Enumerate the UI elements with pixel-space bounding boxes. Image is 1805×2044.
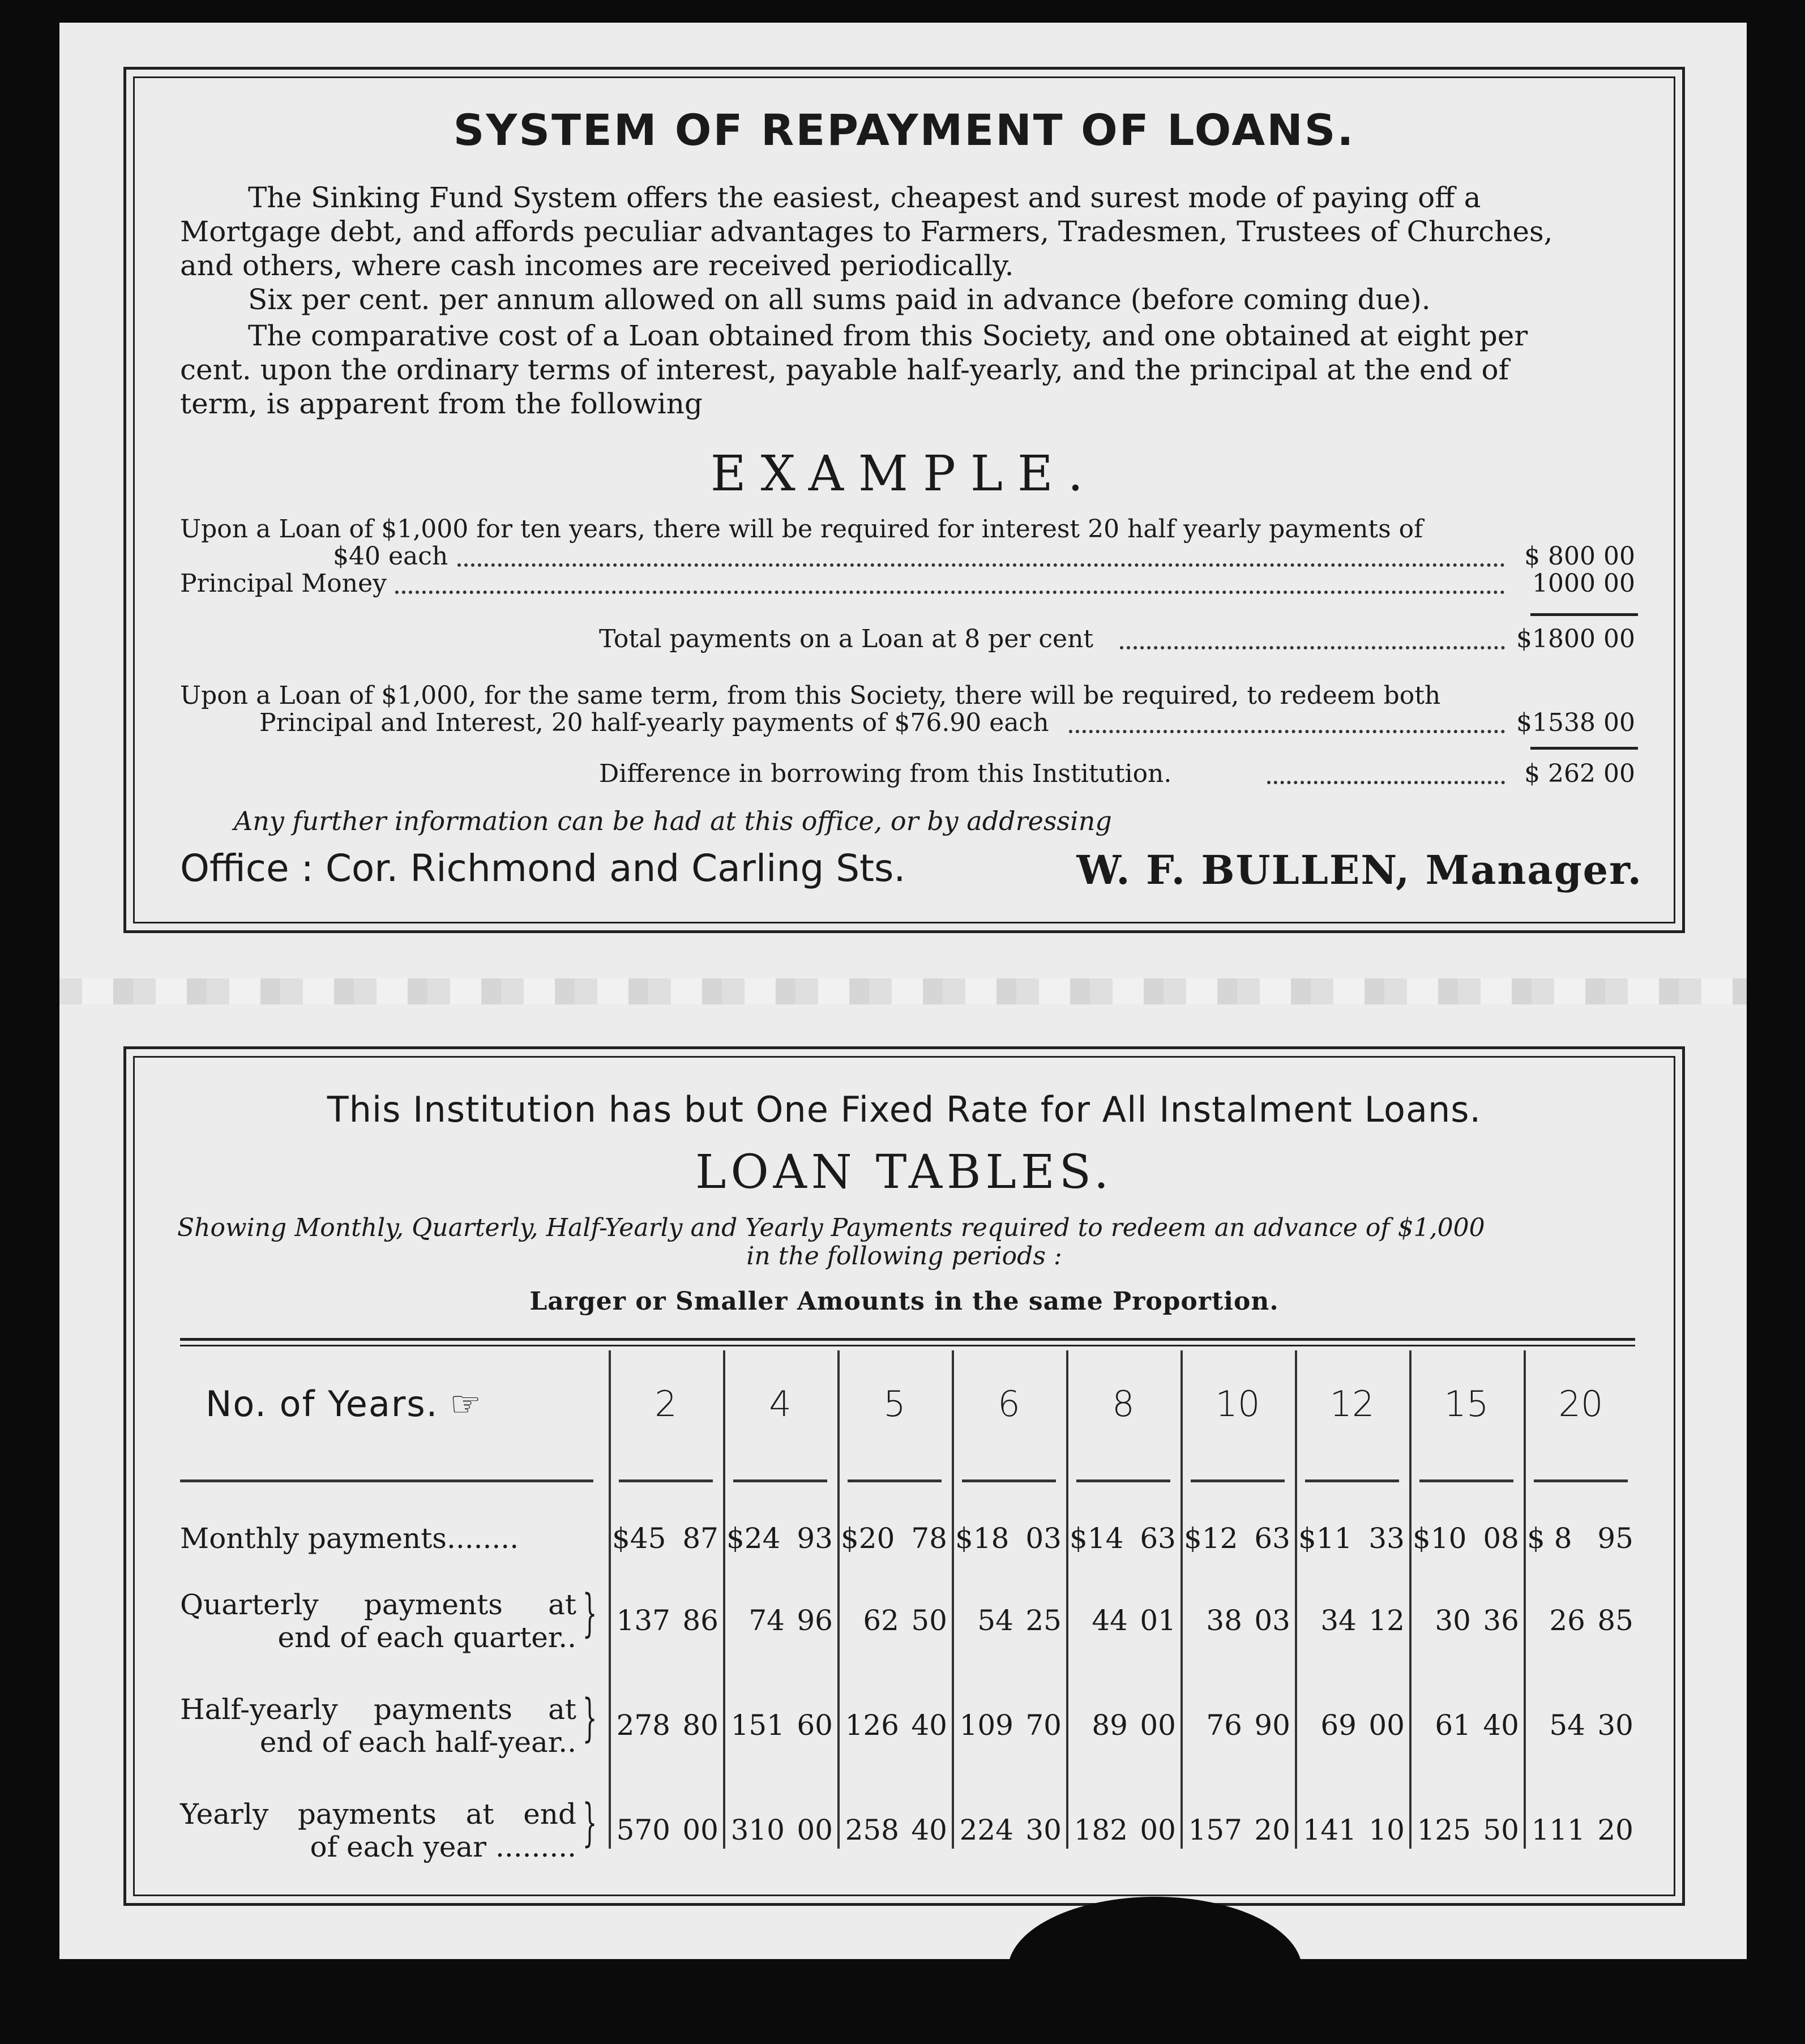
cell-dollars: 224 [959, 1814, 1013, 1846]
cell-dollars: 258 [845, 1814, 899, 1846]
interest-row: $40 each $ 800 00 [333, 542, 1635, 571]
cell-dollars: 151 [730, 1709, 785, 1742]
cell-dollars: $18 [955, 1522, 1010, 1555]
cell-cents: 03 [1025, 1522, 1062, 1555]
years-label: No. of Years. ☞ [206, 1383, 482, 1425]
year-underline [1534, 1479, 1628, 1482]
year-underline [1191, 1479, 1285, 1482]
cell-cents: 00 [1368, 1709, 1405, 1742]
pointing-hand-icon: ☞ [450, 1383, 482, 1425]
cell-cents: 20 [1597, 1814, 1633, 1846]
column-rule [837, 1350, 840, 1849]
cell-cents: 03 [1254, 1604, 1290, 1637]
cell-dollars: $24 [726, 1522, 781, 1555]
brace-icon: } [582, 1688, 597, 1748]
cell-cents: 33 [1368, 1522, 1405, 1555]
cell-cents: 40 [911, 1709, 947, 1742]
cell-cents: 63 [1254, 1522, 1290, 1555]
loan-tables-subtitle-1: Showing Monthly, Quarterly, Half-Yearly and Yearly Payments required to redeem an advance of $1,000 [177, 1213, 1485, 1242]
loan-tables-subtitle-2: in the following periods : [746, 1242, 1062, 1271]
column-rule [952, 1350, 954, 1849]
further-info-line: Any further information can be had at this office, or by addressing [234, 806, 1112, 836]
year-underline [962, 1479, 1056, 1482]
example-line-1: Upon a Loan of $1,000 for ten years, there will be required for interest 20 half yearly payments of [180, 515, 1423, 544]
cell-dollars: 310 [730, 1814, 785, 1846]
cell-dollars: 54 [1549, 1709, 1585, 1742]
cell-cents: 00 [1140, 1709, 1176, 1742]
year-underline [619, 1479, 713, 1482]
cell-dollars: 278 [616, 1709, 670, 1742]
cell-cents: 01 [1140, 1604, 1176, 1637]
cell-cents: 93 [797, 1522, 833, 1555]
cell-dollars: $20 [841, 1522, 895, 1555]
header-underline [180, 1479, 593, 1482]
paper-damage-notch [1008, 1897, 1302, 2044]
society-line-1: Upon a Loan of $1,000, for the same term, from this Society, there will be required, to redeem both [180, 681, 1441, 710]
cell-dollars: 76 [1206, 1709, 1242, 1742]
cell-dollars: 69 [1320, 1709, 1357, 1742]
cell-dollars: 126 [845, 1709, 899, 1742]
cell-dollars: $ 8 [1527, 1522, 1572, 1555]
repayment-panel [123, 67, 1685, 933]
column-rule [723, 1350, 725, 1849]
year-header: 4 [769, 1383, 792, 1425]
cell-cents: 00 [797, 1814, 833, 1846]
cell-cents: 25 [1025, 1604, 1062, 1637]
paper-fold-tear [59, 978, 1747, 1004]
year-header: 15 [1444, 1383, 1489, 1425]
loan-tables-title: LOAN TABLES. [695, 1145, 1114, 1199]
cell-dollars: 89 [1092, 1709, 1128, 1742]
cell-cents: 10 [1368, 1814, 1405, 1846]
fixed-rate-headline: This Institution has but One Fixed Rate for All Instalment Loans. [327, 1089, 1482, 1130]
subtotal-rule [1530, 613, 1638, 616]
cell-cents: 00 [682, 1814, 718, 1846]
column-rule [1180, 1350, 1183, 1849]
repayment-title: SYSTEM OF REPAYMENT OF LOANS. [453, 105, 1355, 155]
year-header: 2 [655, 1383, 677, 1425]
cell-dollars: $12 [1184, 1522, 1238, 1555]
row-label: Quarterly payments at end of each quarter.. [180, 1588, 576, 1654]
cell-cents: 50 [1483, 1814, 1519, 1846]
interest-allowance-paragraph: Six per cent. per annum allowed on all sums paid in advance (before coming due). [248, 283, 1431, 316]
column-rule [1409, 1350, 1412, 1849]
office-address: Office : Cor. Richmond and Carling Sts. [180, 846, 906, 890]
cell-cents: 30 [1597, 1709, 1633, 1742]
cell-dollars: 61 [1435, 1709, 1471, 1742]
cell-dollars: 38 [1206, 1604, 1242, 1637]
table-top-rule [180, 1338, 1635, 1341]
cell-dollars: $45 [612, 1522, 666, 1555]
year-underline [1076, 1479, 1170, 1482]
cell-cents: 90 [1254, 1709, 1290, 1742]
cell-dollars: 54 [977, 1604, 1013, 1637]
cell-dollars: $11 [1298, 1522, 1353, 1555]
cell-cents: 36 [1483, 1604, 1519, 1637]
year-header: 8 [1112, 1383, 1135, 1425]
column-rule [1066, 1350, 1068, 1849]
column-rule [609, 1350, 611, 1849]
cell-dollars: 34 [1320, 1604, 1357, 1637]
cell-cents: 08 [1483, 1522, 1519, 1555]
cell-dollars: 62 [863, 1604, 899, 1637]
proportion-note: Larger or Smaller Amounts in the same Proportion. [529, 1287, 1279, 1316]
year-underline [1305, 1479, 1399, 1482]
year-header: 10 [1215, 1383, 1260, 1425]
year-header: 12 [1329, 1383, 1375, 1425]
cell-dollars: $10 [1413, 1522, 1467, 1555]
year-header: 6 [998, 1383, 1020, 1425]
total-row: Total payments on a Loan at 8 per cent $1800 00 [599, 625, 1635, 653]
cell-cents: 80 [682, 1709, 718, 1742]
cell-cents: 86 [682, 1604, 718, 1637]
year-header: 20 [1558, 1383, 1603, 1425]
year-header: 5 [883, 1383, 906, 1425]
cell-dollars: 570 [616, 1814, 670, 1846]
cell-cents: 50 [911, 1604, 947, 1637]
loan-tables-panel [123, 1046, 1685, 1906]
cell-dollars: 125 [1417, 1814, 1471, 1846]
cell-cents: 40 [911, 1814, 947, 1846]
year-underline [733, 1479, 827, 1482]
cell-cents: 63 [1140, 1522, 1176, 1555]
sinking-fund-paragraph: The Sinking Fund System offers the easiest, cheapest and surest mode of paying off a Mortgage debt, and affords peculiar advantages to Farmers, Tradesmen, Trustees of Churches, and others, where cash incomes are received periodically. [180, 181, 1553, 282]
difference-rule [1530, 747, 1638, 750]
year-underline [848, 1479, 942, 1482]
cell-dollars: 141 [1302, 1814, 1357, 1846]
cell-dollars: 137 [616, 1604, 670, 1637]
brace-icon: } [582, 1584, 597, 1643]
table-top-rule-inner [180, 1345, 1635, 1346]
cell-dollars: 157 [1188, 1814, 1242, 1846]
society-row: Principal and Interest, 20 half-yearly payments of $76.90 each $1538 00 [259, 708, 1635, 737]
row-label: Monthly payments........ [180, 1522, 519, 1555]
cell-dollars: 74 [748, 1604, 785, 1637]
cell-cents: 95 [1597, 1522, 1633, 1555]
cell-dollars: 30 [1435, 1604, 1471, 1637]
manager-signature: W. F. BULLEN, Manager. [1076, 846, 1643, 893]
cell-cents: 40 [1483, 1709, 1519, 1742]
cell-dollars: 109 [959, 1709, 1013, 1742]
cell-cents: 78 [911, 1522, 947, 1555]
cell-cents: 12 [1368, 1604, 1405, 1637]
column-rule [1295, 1350, 1297, 1849]
cell-cents: 20 [1254, 1814, 1290, 1846]
comparison-paragraph: The comparative cost of a Loan obtained from this Society, and one obtained at eight per cent. upon the ordinary terms of interest, payable half-yearly, and the principal at the end of term, is apparent from the following [180, 319, 1528, 420]
cell-cents: 00 [1140, 1814, 1176, 1846]
difference-row: Difference in borrowing from this Institution. $ 262 00 [599, 759, 1635, 788]
cell-cents: 96 [797, 1604, 833, 1637]
cell-cents: 30 [1025, 1814, 1062, 1846]
principal-row: Principal Money 1000 00 [180, 569, 1635, 598]
example-heading: EXAMPLE. [710, 446, 1098, 502]
cell-cents: 70 [1025, 1709, 1062, 1742]
cell-cents: 85 [1597, 1604, 1633, 1637]
cell-dollars: 26 [1549, 1604, 1585, 1637]
row-label: Yearly payments at end of each year ......... [180, 1798, 576, 1863]
cell-cents: 87 [682, 1522, 718, 1555]
cell-cents: 60 [797, 1709, 833, 1742]
cell-dollars: 44 [1092, 1604, 1128, 1637]
row-label: Half-yearly payments at end of each half-year.. [180, 1693, 576, 1759]
cell-dollars: 111 [1531, 1814, 1585, 1846]
year-underline [1419, 1479, 1513, 1482]
cell-dollars: $14 [1070, 1522, 1124, 1555]
brace-icon: } [582, 1793, 597, 1853]
cell-dollars: 182 [1073, 1814, 1128, 1846]
column-rule [1524, 1350, 1526, 1849]
